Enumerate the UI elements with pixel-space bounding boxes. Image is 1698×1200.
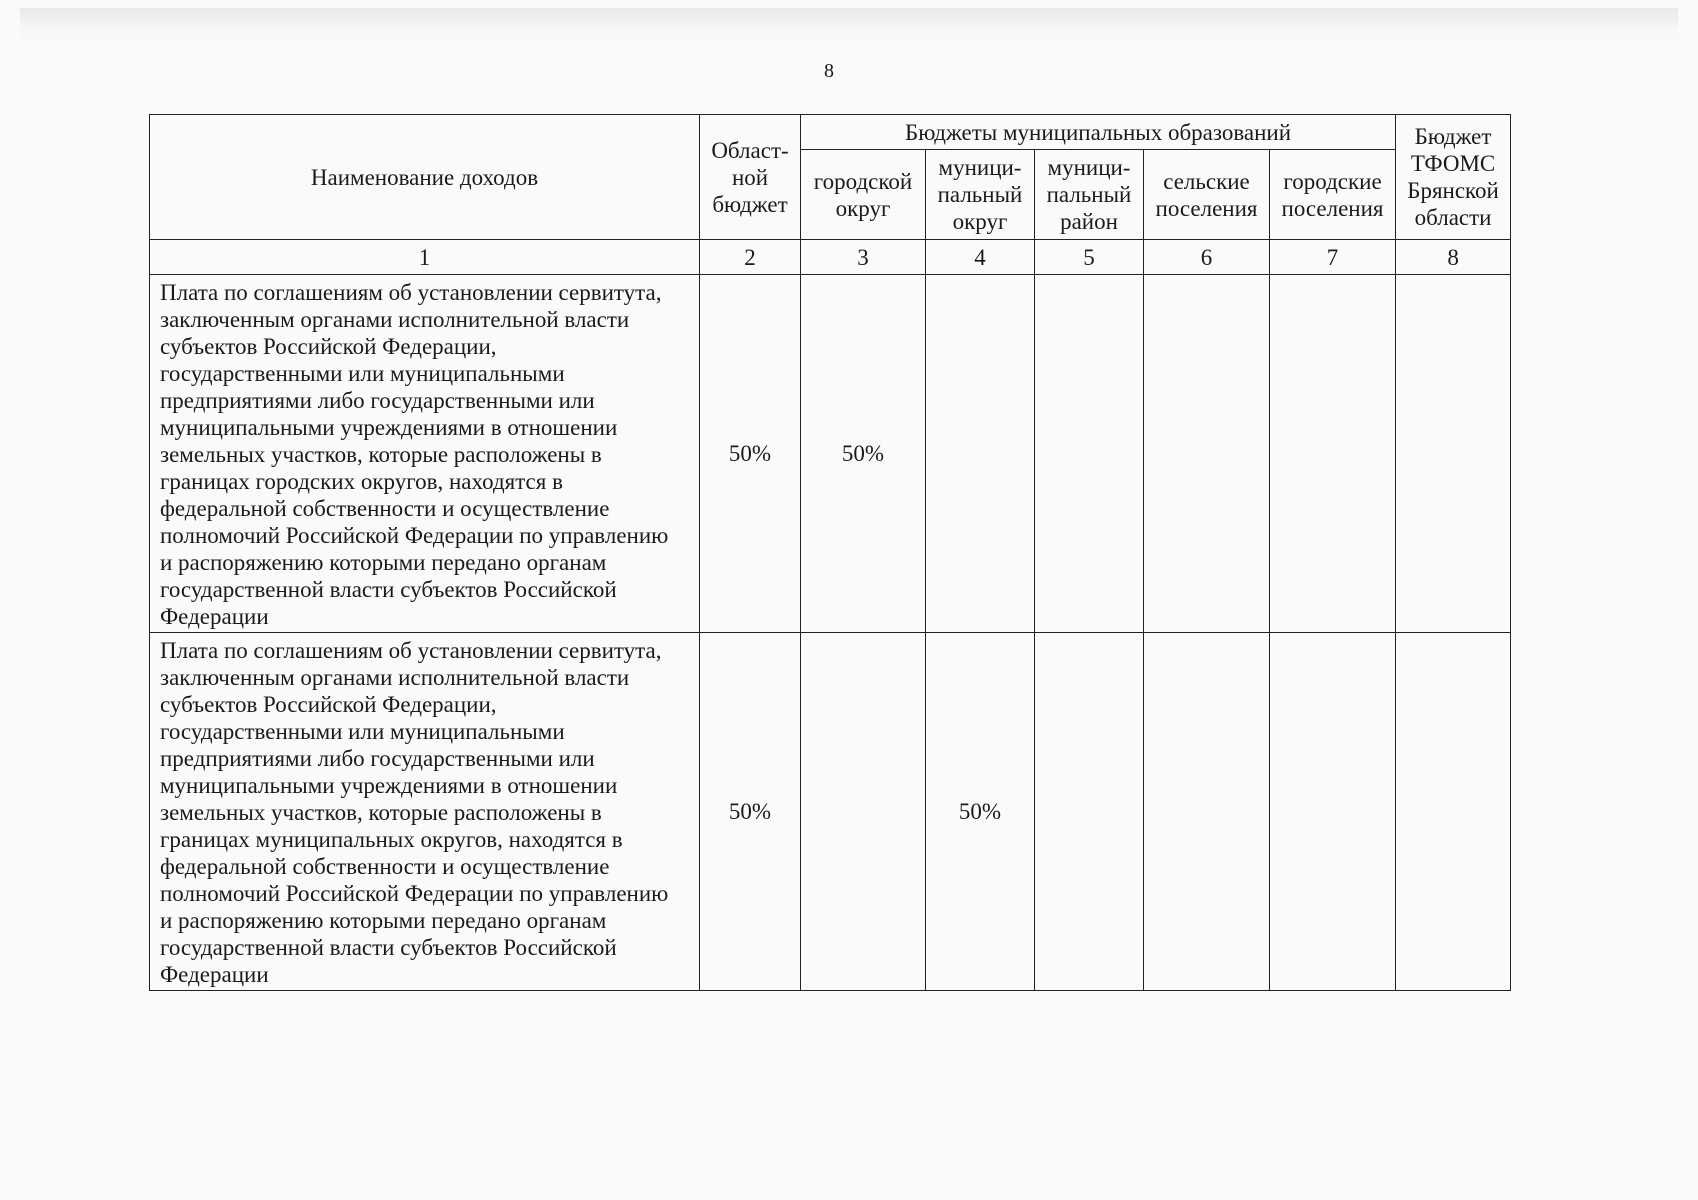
header-municipal-okrug: муници- пальный округ (926, 150, 1035, 240)
value-cell (801, 633, 926, 991)
table-row (150, 275, 1511, 633)
value-cell (1270, 633, 1396, 991)
value-cell (926, 275, 1035, 633)
value-cell (1396, 633, 1511, 991)
column-number: 5 (1035, 240, 1144, 275)
value-cell (1270, 275, 1396, 633)
scan-shadow (20, 8, 1678, 46)
page-number: 8 (824, 60, 834, 82)
header-row-1 (150, 115, 1511, 150)
column-number: 4 (926, 240, 1035, 275)
value-cell (1035, 633, 1144, 991)
column-number: 6 (1144, 240, 1270, 275)
header-urban-settlements: городские поселения (1270, 150, 1396, 240)
header-name: Наименование доходов (150, 115, 700, 240)
value-cell: 50% (801, 275, 926, 633)
revenue-name-cell: Плата по соглашениям об установлении сервитута, заключенным органами исполнительной власти субъектов Российской Федерации, государственными или муниципальными предприятиями либо государственными или муниципальными учреждениями в отношении земельных участков, которые расположены в границах городских округов, находятся в федеральной собственности и осуществление полномочий Российской Федерации по управлению и распоряжению которыми передано органам государственной власти субъектов Российской Федерации (150, 275, 700, 633)
column-number: 8 (1396, 240, 1511, 275)
value-cell (1035, 275, 1144, 633)
value-cell (1396, 275, 1511, 633)
revenue-name-cell: Плата по соглашениям об установлении сервитута, заключенным органами исполнительной власти субъектов Российской Федерации, государственными или муниципальными предприятиями либо государственными или муниципальными учреждениями в отношении земельных участков, которые расположены в границах муниципальных округов, находятся в федеральной собственности и осуществление полномочий Российской Федерации по управлению и распоряжению которыми передано органам государственной власти субъектов Российской Федерации (150, 633, 700, 991)
value-cell: 50% (700, 275, 801, 633)
header-rural-settlements: сельские поселения (1144, 150, 1270, 240)
value-cell (1144, 633, 1270, 991)
revenue-distribution-table (149, 114, 1511, 991)
column-number: 2 (700, 240, 801, 275)
column-number: 1 (150, 240, 700, 275)
column-number: 7 (1270, 240, 1396, 275)
column-number-row (150, 240, 1511, 275)
header-municipal-budgets: Бюджеты муниципальных образований (801, 115, 1396, 150)
value-cell: 50% (700, 633, 801, 991)
table-row (150, 633, 1511, 991)
column-number: 3 (801, 240, 926, 275)
header-regional-budget: Област- ной бюджет (700, 115, 801, 240)
value-cell (1144, 275, 1270, 633)
header-tfoms-budget: Бюджет ТФОМС Брянской области (1396, 115, 1511, 240)
header-city-district: городской округ (801, 150, 926, 240)
value-cell: 50% (926, 633, 1035, 991)
header-municipal-raion: муници- пальный район (1035, 150, 1144, 240)
